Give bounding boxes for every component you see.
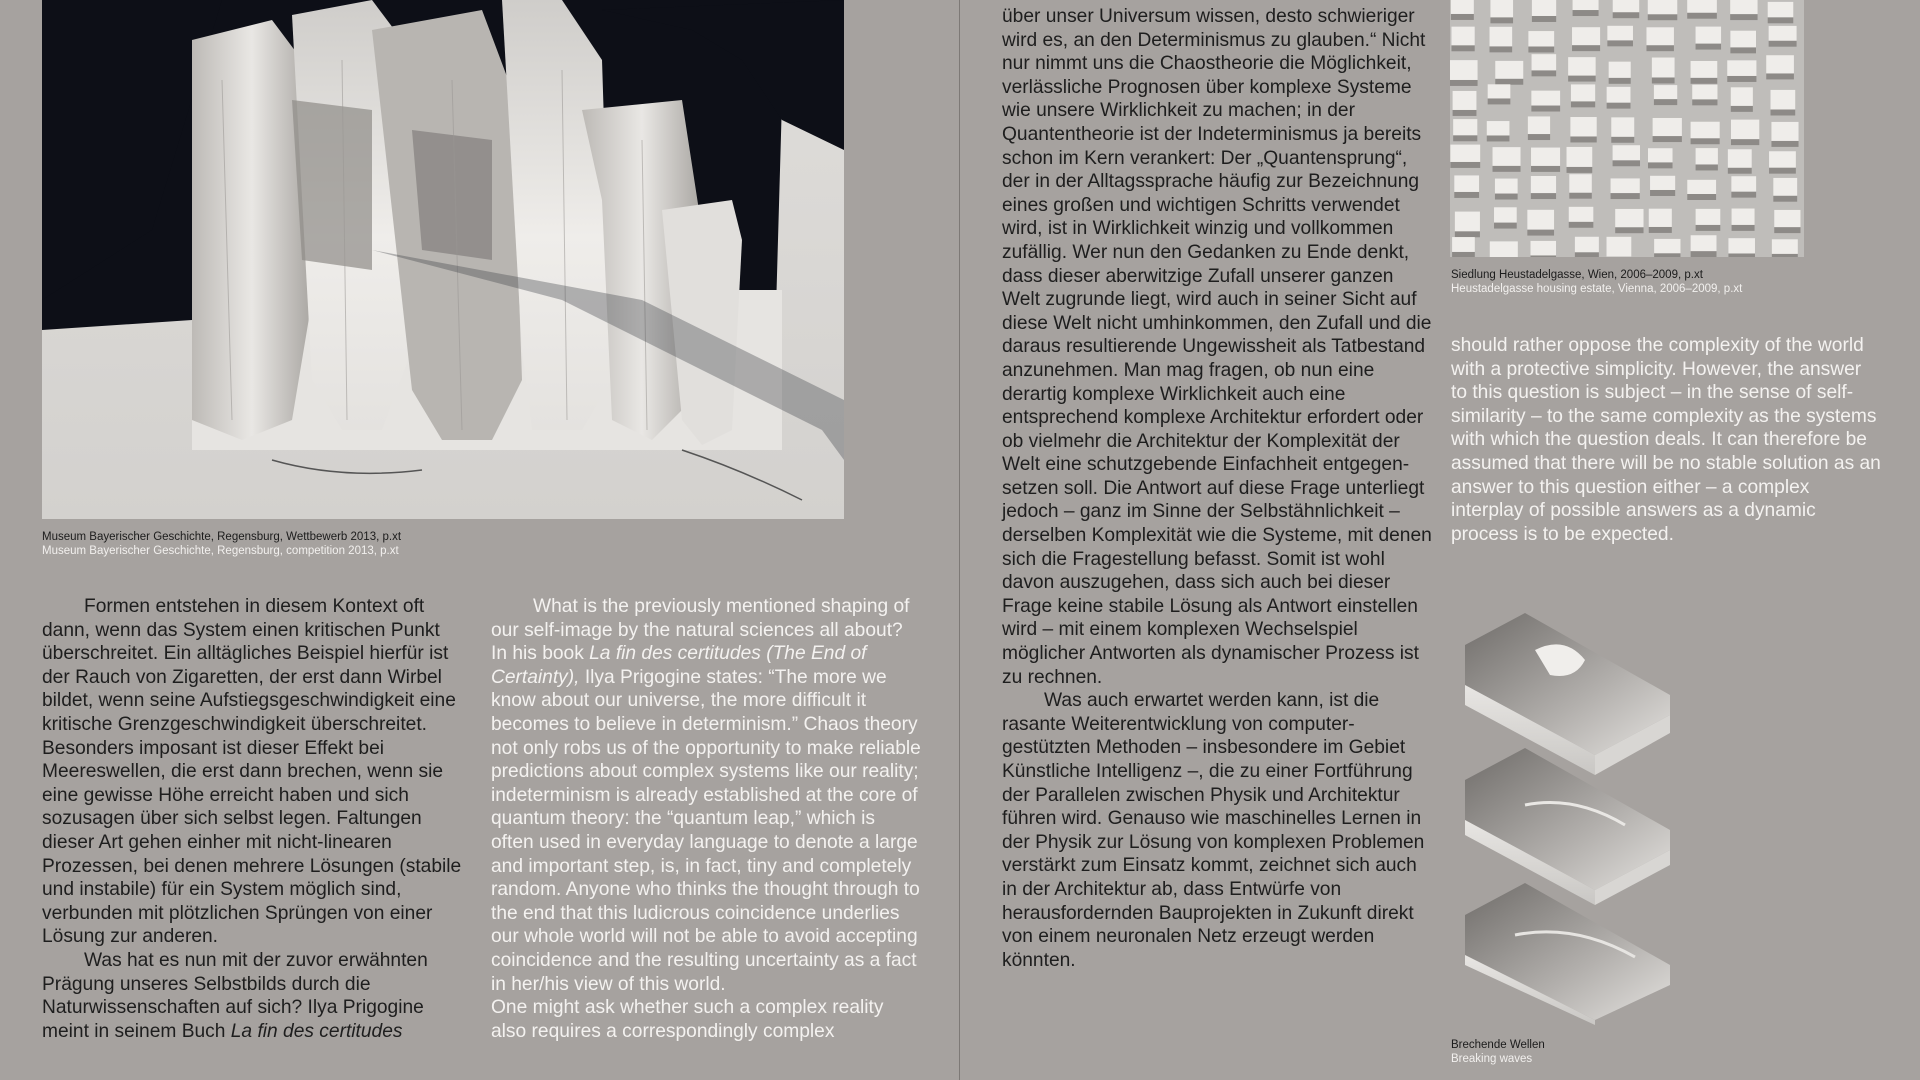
house-shadow	[1648, 162, 1673, 168]
house-shadow	[1691, 138, 1720, 144]
house-roof	[1490, 0, 1513, 17]
house-shadow	[1728, 168, 1752, 174]
house-roof	[1691, 122, 1720, 138]
house-shadow	[1650, 190, 1675, 196]
right-english-column	[1451, 334, 1881, 546]
house-shadow	[1575, 252, 1599, 257]
house-shadow	[1532, 16, 1556, 22]
house-roof	[1771, 90, 1796, 110]
house-shadow	[1654, 253, 1680, 257]
house-shadow	[1773, 196, 1797, 202]
house-shadow	[1730, 14, 1757, 20]
house-shadow	[1531, 193, 1556, 199]
house-shadow	[1613, 12, 1639, 18]
house-roof	[1567, 147, 1593, 167]
house-roof	[1531, 176, 1556, 193]
waves-caption	[1451, 1038, 1751, 1066]
house-roof	[1575, 237, 1599, 252]
house-roof	[1571, 84, 1595, 101]
house-shadow	[1494, 223, 1517, 229]
house-shadow	[1731, 192, 1756, 198]
house-shadow	[1653, 136, 1682, 142]
house-roof	[1453, 91, 1477, 110]
house-roof	[1527, 210, 1554, 230]
house-roof	[1450, 60, 1478, 80]
house-shadow	[1615, 227, 1643, 233]
house-shadow	[1731, 106, 1753, 112]
house-shadow	[1769, 168, 1796, 174]
house-shadow	[1771, 109, 1796, 115]
house-shadow	[1488, 98, 1511, 104]
house-roof	[1488, 84, 1511, 98]
left-english-book-title: La fin des certitudes (The End of Certainty),	[491, 643, 867, 688]
house-roof	[1771, 122, 1798, 141]
house-shadow	[1530, 255, 1556, 257]
house-roof	[1568, 57, 1595, 75]
house-roof	[1654, 239, 1680, 253]
house-roof	[1450, 145, 1480, 162]
housing-caption-en: Heustadelgasse housing estate, Vienna, 2006–2009, p.xt	[1451, 283, 1743, 295]
house-shadow	[1569, 222, 1594, 228]
house-shadow	[1569, 193, 1591, 199]
house-roof	[1652, 58, 1675, 78]
house-roof	[1607, 237, 1632, 257]
house-roof	[1530, 241, 1556, 256]
right-german-column	[1002, 5, 1432, 972]
house-shadow	[1772, 254, 1798, 257]
house-roof	[1731, 87, 1753, 106]
house-roof	[1728, 149, 1752, 167]
house-shadow	[1687, 13, 1717, 19]
house-roof	[1696, 148, 1718, 164]
house-roof	[1613, 145, 1640, 160]
museum-model-image	[42, 0, 844, 519]
house-shadow	[1532, 70, 1557, 76]
house-roof	[1732, 209, 1755, 225]
waves-caption-de: Brechende Wellen	[1451, 1039, 1545, 1051]
housing-caption-de: Siedlung Heustadelgasse, Wien, 2006–2009, p.xt	[1451, 269, 1703, 281]
house-shadow	[1495, 194, 1518, 200]
house-roof	[1609, 62, 1631, 78]
breaking-waves-image	[1455, 605, 1695, 1025]
left-german-paragraph-1: Formen entstehen in diesem Kontext oft dann, wenn das System einen kritischen Punkt überschreitet. Ein alltägliches Beispiel hierfür ist der Rauch von Zigaretten, der erst dann Wirbel bildet, wenn seine Aufstiegsgeschwindigkeit eine kritische Grenzgeschwindigkeit überschreitet. Besonders imposant ist dieser Effekt bei Meereswellen, die erst dann brechen, wenn sie eine gewisse Höhe erreicht haben und sich sozusagen über sich selbst legen. Faltungen dieser Art gehen einher mit nicht-linearen Prozessen, bei denen mehrere Lösungen (stabile und instabile) für ein System möglich sind, verbunden mit plötzlichen Sprüngen von einer Lösung zur anderen.	[42, 596, 462, 948]
house-shadow	[1607, 40, 1633, 46]
right-german-paragraph-2: Was auch erwartet werden kann, ist die rasante Weiterentwicklung von computergestützten Methoden – insbesondere im Gebiet Künstliche Intelligenz –, die zu einer Fortführung der Parallelen zwischen Physik und Architektur führen wird. Genauso wie maschinelles Lernen in der Physik zur Lösung von komplexen Problemen verstärkt zum Einsatz kommt, zeichnet sich auch in der Architektur ab, dass Entwürfe von herausfordernden Bauprojekten in Zukunft direkt von einem neuronalen Netz erzeugt werden könnten.	[1002, 690, 1425, 971]
house-roof	[1687, 0, 1717, 13]
house-shadow	[1652, 77, 1675, 83]
left-german-book-title: La fin des certitudes	[230, 1020, 403, 1042]
house-roof	[1490, 241, 1518, 257]
house-roof	[1528, 31, 1554, 46]
house-roof	[1691, 61, 1718, 78]
house-roof	[1572, 27, 1600, 45]
museum-model-photo	[42, 0, 844, 519]
house-shadow	[1453, 135, 1477, 141]
house-shadow	[1646, 45, 1673, 51]
house-roof	[1768, 2, 1794, 17]
house-shadow	[1691, 251, 1717, 257]
wave-block-3	[1465, 883, 1670, 1025]
house-shadow	[1692, 99, 1717, 105]
house-roof	[1653, 118, 1682, 136]
house-roof	[1532, 54, 1557, 70]
wave-block-1	[1465, 613, 1670, 775]
house-shadow	[1455, 231, 1480, 237]
house-roof	[1531, 91, 1560, 106]
house-shadow	[1654, 99, 1677, 105]
house-roof	[1730, 0, 1757, 14]
housing-estate-image	[1450, 0, 1804, 257]
left-english-p1-a: What is the previously mentioned shaping of our self-image by the natural sciences all about? In his book	[491, 596, 910, 665]
house-roof	[1528, 116, 1550, 134]
house-shadow	[1768, 17, 1794, 23]
museum-caption-de: Museum Bayerischer Geschichte, Regensburg, Wettbewerb 2013, p.xt	[42, 531, 402, 543]
house-shadow	[1730, 47, 1756, 53]
house-roof	[1691, 235, 1717, 251]
left-english-column	[491, 595, 921, 1043]
house-roof	[1646, 27, 1673, 45]
house-shadow	[1528, 46, 1554, 52]
left-english-p1-b: Ilya Prigogine states: “The more we know about our universe, the more difficult it becomes to believe in determinism.” Chaos theory not only robs us of the opportunity to make reliable predictions about complex systems like our reality; indeterminism is already established at the core of quantum theory: the “quantum leap,” which is often used in everyday language to denote a large and important step, is, in fact, tiny and completely random. Anyone who thinks the thought through to the end that this ludicrous coincidence underlies our whole world will not be able to avoid accepting coincidence and the resulting uncertainty as a fact in her/his view of this world.	[491, 666, 921, 995]
house-shadow	[1451, 14, 1474, 20]
house-roof	[1495, 179, 1518, 194]
house-shadow	[1727, 76, 1756, 82]
house-roof	[1453, 119, 1477, 135]
left-german-paragraph-2	[42, 949, 472, 1043]
house-roof	[1731, 120, 1759, 139]
house-roof	[1490, 27, 1513, 47]
left-english-paragraph-2: One might ask whether such a complex reality also requires a correspondingly complex	[491, 997, 884, 1042]
housing-estate-photo	[1450, 0, 1804, 257]
house-roof	[1649, 209, 1672, 227]
house-shadow	[1567, 167, 1593, 173]
house-shadow	[1570, 136, 1596, 142]
house-roof	[1611, 178, 1640, 193]
house-shadow	[1493, 166, 1521, 172]
house-shadow	[1696, 225, 1721, 231]
house-roof	[1654, 85, 1677, 99]
house-blocks	[1450, 0, 1800, 257]
house-shadow	[1687, 194, 1716, 200]
left-german-p2-text: Was hat es nun mit der zuvor erwähnten Prägung unseres Selbstbilds durch die Naturwissenschaften auf sich? Ilya Prigogine meint in seinem Buch	[42, 949, 428, 1042]
house-roof	[1451, 0, 1474, 14]
house-roof	[1769, 151, 1796, 167]
house-roof	[1487, 121, 1510, 135]
house-shadow	[1571, 101, 1595, 107]
house-shadow	[1607, 103, 1631, 109]
house-roof	[1728, 238, 1755, 253]
house-roof	[1573, 0, 1599, 10]
house-roof	[1648, 0, 1678, 14]
house-shadow	[1766, 73, 1794, 79]
house-shadow	[1774, 227, 1800, 233]
house-shadow	[1490, 17, 1513, 23]
house-roof	[1495, 61, 1523, 79]
house-roof	[1494, 207, 1517, 222]
house-shadow	[1769, 41, 1797, 47]
museum-caption-en: Museum Bayerischer Geschichte, Regensburg, competition 2013, p.xt	[42, 545, 399, 557]
house-roof	[1569, 207, 1594, 222]
house-roof	[1731, 176, 1756, 191]
house-roof	[1570, 117, 1596, 136]
house-shadow	[1731, 139, 1759, 145]
house-roof	[1650, 176, 1675, 190]
house-shadow	[1454, 192, 1479, 198]
house-roof	[1687, 180, 1716, 194]
house-roof	[1451, 27, 1474, 46]
house-roof	[1769, 26, 1797, 41]
house-shadow	[1453, 110, 1477, 116]
house-shadow	[1771, 141, 1798, 147]
left-english-paragraph-1	[491, 595, 921, 996]
house-shadow	[1527, 230, 1554, 236]
page-gutter	[959, 0, 960, 1080]
house-roof	[1452, 237, 1475, 252]
house-shadow	[1728, 253, 1755, 257]
house-shadow	[1450, 162, 1480, 168]
house-roof	[1615, 209, 1643, 227]
house-shadow	[1495, 79, 1523, 85]
right-german-paragraph-1: über unser Universum wissen, desto schwieriger wird es, an den Determinismus zu glauben.“ Nicht nur nimmt uns die Chaostheorie die Möglichkeit, verlässliche Prognosen über komplexe Systeme wie unsere Wirklichkeit zu machen; in der Quantentheorie ist der Indeterminismus ja bereits schon im Kern verankert: Der „Quantensprung“, der in der Alltagssprache häufig zur Bezeichnung eines großen und wichtigen Schritts verwendet wird, ist in Wirklichkeit winzig und vollkommen zufällig. Wer nun den Gedanken zu Ende denkt, dass dieser aberwitzige Zufall unserer ganzen Welt zugrunde liegt, wird auch in seiner Sicht auf diese Welt nicht umhinkommen, den Zufall und die daraus resultierende Ungewissheit als Tatbestand anzunehmen. Man mag fragen, ob nun eine derartig komplexe Wirklichkeit auch eine entsprechend komplexe Architektur erfordert oder ob vielmehr die Architektur der Komplexität der Welt eine schutzgebende Einfachheit entgegensetzen soll. Die Antwort auf diese Frage unterliegt jedoch – ganz im Sinne der Selbstähnlichkeit – derselben Komplexität wie die Systeme, mit denen sich die Fragestellung befasst. Somit ist wohl davon auszugehen, dass sich auch bei dieser Frage keine stabile Lösung als Antwort einstellen wird – mit einem komplexen Wechselspiel möglicher Antworten als dynamischer Prozess ist zu rechnen.	[1002, 6, 1432, 688]
house-roof	[1607, 87, 1631, 103]
house-roof	[1692, 85, 1717, 100]
house-roof	[1696, 209, 1721, 225]
house-shadow	[1611, 137, 1634, 143]
house-shadow	[1648, 14, 1678, 20]
house-shadow	[1568, 76, 1595, 82]
house-shadow	[1451, 45, 1474, 51]
house-shadow	[1696, 44, 1722, 50]
house-roof	[1774, 210, 1800, 227]
house-roof	[1730, 31, 1756, 48]
house-roof	[1613, 0, 1639, 12]
house-roof	[1493, 147, 1521, 166]
house-shadow	[1732, 225, 1755, 231]
house-roof	[1454, 175, 1479, 192]
house-roof	[1648, 148, 1673, 162]
house-roof	[1773, 178, 1797, 196]
breaking-waves-diagram	[1455, 605, 1695, 1025]
house-roof	[1531, 148, 1560, 166]
house-shadow	[1613, 160, 1640, 166]
house-roof	[1727, 60, 1756, 76]
house-shadow	[1573, 10, 1599, 16]
house-roof	[1611, 117, 1634, 136]
house-roof	[1772, 239, 1798, 254]
house-shadow	[1487, 135, 1510, 141]
house-shadow	[1611, 193, 1640, 199]
house-shadow	[1490, 46, 1513, 52]
right-english-paragraph-1: should rather oppose the complexity of the world with a protective simplicity. However, the answer to this question is subject – in the sense of self-similarity – to the same complexity as the systems with which the question deals. It can therefore be assumed that there will be no stable solution as an answer to this question either – a complex interplay of possible answers as a dynamic process is to be expected.	[1451, 335, 1881, 545]
museum-caption	[42, 530, 822, 558]
waves-caption-en: Breaking waves	[1451, 1053, 1533, 1065]
house-shadow	[1450, 80, 1478, 86]
house-shadow	[1531, 106, 1560, 112]
housing-caption	[1451, 268, 1851, 296]
house-shadow	[1452, 252, 1475, 257]
wave-block-2	[1465, 748, 1670, 905]
house-shadow	[1531, 166, 1560, 172]
house-roof	[1696, 27, 1722, 44]
house-shadow	[1649, 227, 1672, 233]
house-roof	[1532, 0, 1556, 16]
left-german-column	[42, 595, 472, 1043]
house-roof	[1607, 26, 1633, 41]
house-roof	[1569, 174, 1591, 192]
house-shadow	[1528, 134, 1550, 140]
house-shadow	[1609, 78, 1631, 84]
house-shadow	[1696, 164, 1718, 170]
house-shadow	[1572, 45, 1600, 51]
house-roof	[1455, 212, 1480, 232]
house-roof	[1766, 55, 1794, 73]
house-shadow	[1691, 78, 1718, 84]
